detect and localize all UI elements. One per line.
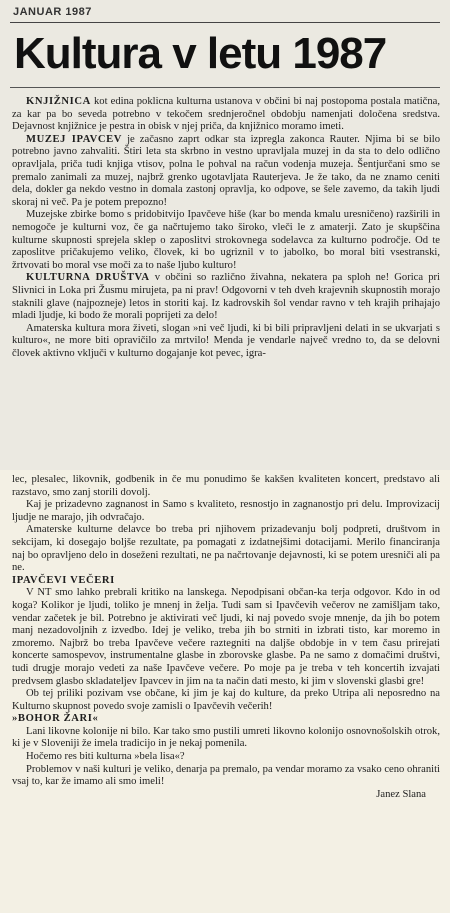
headline-rule bbox=[10, 87, 440, 88]
paragraph-knjiznica: KNJIŽNICA kot edina poklicna kulturna ustanova v občini bi naj postopoma postala matična, za kar pa bo seveda potrebno v tekočem srednjeročnel obdobju namenjati določena sredstva. Dejavnost knjižnice je pestra in obisk v njej priča, da knjižnico moramo imeti. bbox=[12, 96, 440, 133]
paragraph-kvaliteta: Kaj je prizadevno zagnanost in Samo s kvaliteto, resnostjo in zagnanostjo pri delu. Improvizacij ljudje ne marajo, jih odvračajo. bbox=[12, 499, 440, 523]
paragraph-problemi: Problemov v naši kulturi je veliko, denarja pa premalo, pa vendar moramo za vsako ceno ohraniti vsaj to, kar že imamo ali smo imeli! bbox=[12, 763, 440, 788]
paragraph-kulturna-drustva: KULTURNA DRUŠTVA v občini so različno živahna, nekatera pa sploh ne! Gorica pri Slivnici in Loka pri Žusmu mirujeta, pa ni prav! Odgovorni v teh dveh krajevnih skupnostih morajo staknili glave (najpozneje) letos in storiti kaj. Iz kadrovskih šol vendar ravno v teh krajih prihajajo mladi ljudje, ki bodo že morali poprijeti za delo! bbox=[12, 272, 440, 322]
paragraph-bela-lisa: Hočemo res biti kulturna »bela lisa«? bbox=[26, 751, 185, 763]
article-body-top bbox=[12, 96, 440, 360]
paragraph-muzej: MUZEJ IPAVCEV je začasno zaprt odkar sta izpregla zakonca Rauter. Njima bi se bilo potrebno javno zahvaliti. Štiri leta sta skrbno in vestno upravljala muzej in da sta to delo odlično opravljala, priča tudi knjiga vtisov, polna le pohval na račun vodenja muzeja. Šentjurčani smo se premalo zanimali za muzej, najbrž grenko ugotavljata Rauterjeva. Je že tako, da ne znamo ceniti dela, dokler ga nekdo vestno in domala zastonj opravlja, ko odpove, se šele zavemo, da takih ljudi skoraj ni več. Pa je potem prepozno! bbox=[12, 133, 440, 208]
section-heading-ipavcevi-veceri: IPAVČEVI VEČERI bbox=[12, 574, 115, 586]
paragraph-muzejske-zbirke: Muzejske zbirke bomo s pridobitvijo Ipavčeve hiše (kar bo menda kmalu uresničeno) razširili in nemogoče je kulturni voz, če ga načrtujemo tako široko, vleči le z amaterji. Zato je skupščina kulturne skupnosti sprejela sklep o zaposlitvi strokovnega sodelavca za kulturno področje. Od te zaposlitve pričakujemo veliko, človek, ki bo ugriznil v to jabolko, bo moral biti vsestranski, žrtvovati bo moral vse moči za to naše ljubo kulturo! bbox=[12, 209, 440, 271]
article-headline: Kultura v letu 1987 bbox=[14, 29, 387, 78]
paragraph-poziv: Ob tej priliki pozivam vse občane, ki jim je kaj do kulture, da preko Utripa ali neposredno na Kulturno skupnost povedo svoje zamisli o Ipavčevih večerih! bbox=[12, 688, 440, 712]
section-heading-bohor-zari: »BOHOR ŽARI« bbox=[12, 713, 99, 725]
paragraph-likovne-kolonije: Lani likovne kolonije ni bilo. Kar tako smo pustili umreti likovno kolonijo osnovnošolskih otrok, ki je v Sloveniji že imela tradicijo in je nekaj pomenila. bbox=[12, 725, 440, 750]
issue-date: JANUAR 1987 bbox=[13, 6, 92, 18]
paragraph-amaterska-kultura: Amaterska kultura mora živeti, slogan »ni več ljudi, ki bi bili pripravljeni delati in se ukvarjati s kulturo«, ne more biti opravičilo za mrtvilo! Menda je vendarle največ vredno to, da se delovni človek aktivno vključi v kulturno dogajanje kot pevec, igra- bbox=[12, 322, 440, 359]
paragraph-amaterske-delavce: Amaterske kulturne delavce bo treba pri njihovem prizadevanju bolj podpreti, društvom in sekcijam, ki dosegajo boljše rezultate, pa pomagati z izdatnejšimi dotacijami. Merilo financiranja naj bo opravljeno delo in doseženi rezultati, ne pa načrtovanje dejavnosti, ki se potem uresniči ali pa ne. bbox=[12, 524, 440, 574]
author-signature: Janez Slana bbox=[376, 788, 426, 800]
paragraph-nt-kritika: V NT smo lahko prebrali kritiko na lanskega. Nepodpisani občan-ka terja odgovor. Kdo in od koga? Kolikor je ljudi, toliko je mnenj in želja. Tudi sam si Ipavčevih večerov ne zamišljam tako, vendar začetek je bil. Potrebno je aktivirati več ljudi, ki naj povedo svoje mnenje, da jih bo potem manj nezadovoljnih z izvedbo. Idej je veliko, treba jih bo strniti in izbrati tisto, kar moremo in zmoremo. Najbrž bo treba Ipavčeve večere raztegniti na daljše obdobje in v tem času prirejati koncerte samospevov, instrumentalne glasbe in zborovske glasbe. Pa ne samo z domačimi društvi, tudi drugje morajo vedeti za naše Ipavčeve večere. Po moje pa je treba v teh koncertih izvajati predvsem glasbo skladateljev Ipavcev in jim na ta način dati mesto, ki jim v slovenski glasbi gre! bbox=[12, 587, 440, 687]
header-rule bbox=[10, 22, 440, 23]
paragraph-continuation: lec, plesalec, likovnik, godbenik in če mu ponudimo še kakšen kvaliteten koncert, predstavo ali razstavo, smo zanj storili dovolj. bbox=[12, 474, 440, 498]
article-body-bottom bbox=[12, 474, 440, 801]
